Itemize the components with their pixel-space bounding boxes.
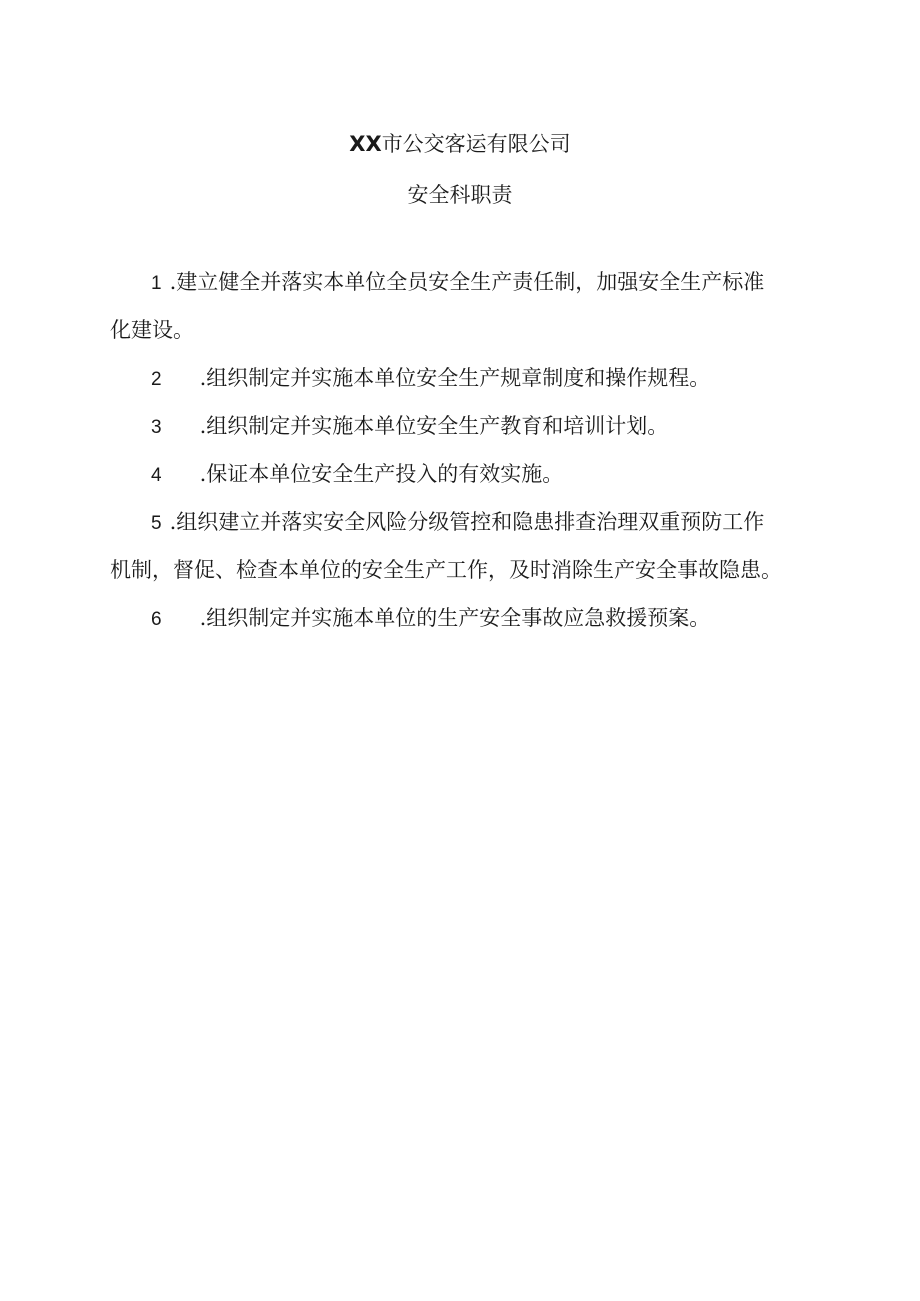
duty-line [110, 411, 806, 442]
company-title [0, 130, 920, 158]
duty-item-3 [110, 411, 806, 442]
duty-text: .组织制定并实施本单位安全生产规章制度和操作规程。 [199, 366, 711, 390]
duty-text: 化建设。 [110, 318, 194, 342]
duty-item-5 [110, 507, 806, 586]
duties-list [110, 267, 806, 651]
duty-text: .建立健全并落实本单位全员安全生产责任制，加强安全生产标准 [169, 270, 765, 294]
duty-number: 6 [151, 609, 162, 630]
company-title-name: 市公交客运有限公司 [381, 132, 571, 156]
duty-number: 3 [151, 417, 162, 438]
department-title: 安全科职责 [407, 183, 513, 207]
duty-line [110, 315, 806, 346]
duty-text: 机制，督促、检查本单位的安全生产工作，及时消除生产安全事故隐患。 [110, 558, 782, 582]
duty-text: .组织制定并实施本单位的生产安全事故应急救援预案。 [199, 606, 711, 630]
duty-line [110, 507, 806, 538]
duty-text: .保证本单位安全生产投入的有效实施。 [199, 462, 564, 486]
duty-number: 5 [151, 513, 162, 534]
duty-text: .组织制定并实施本单位安全生产教育和培训计划。 [199, 414, 669, 438]
duty-line [110, 603, 806, 634]
duty-number: 2 [151, 369, 162, 390]
duty-item-6 [110, 603, 806, 634]
duty-number: 1 [151, 273, 162, 294]
duty-text: .组织建立并落实安全风险分级管控和隐患排查治理双重预防工作 [169, 510, 765, 534]
duty-item-4 [110, 459, 806, 490]
company-title-prefix: XX [349, 132, 382, 156]
duty-item-2 [110, 363, 806, 394]
duty-line [110, 363, 806, 394]
duty-number: 4 [151, 465, 162, 486]
duty-line [110, 267, 806, 298]
duty-line [110, 555, 806, 586]
duty-item-1 [110, 267, 806, 346]
duty-line [110, 459, 806, 490]
